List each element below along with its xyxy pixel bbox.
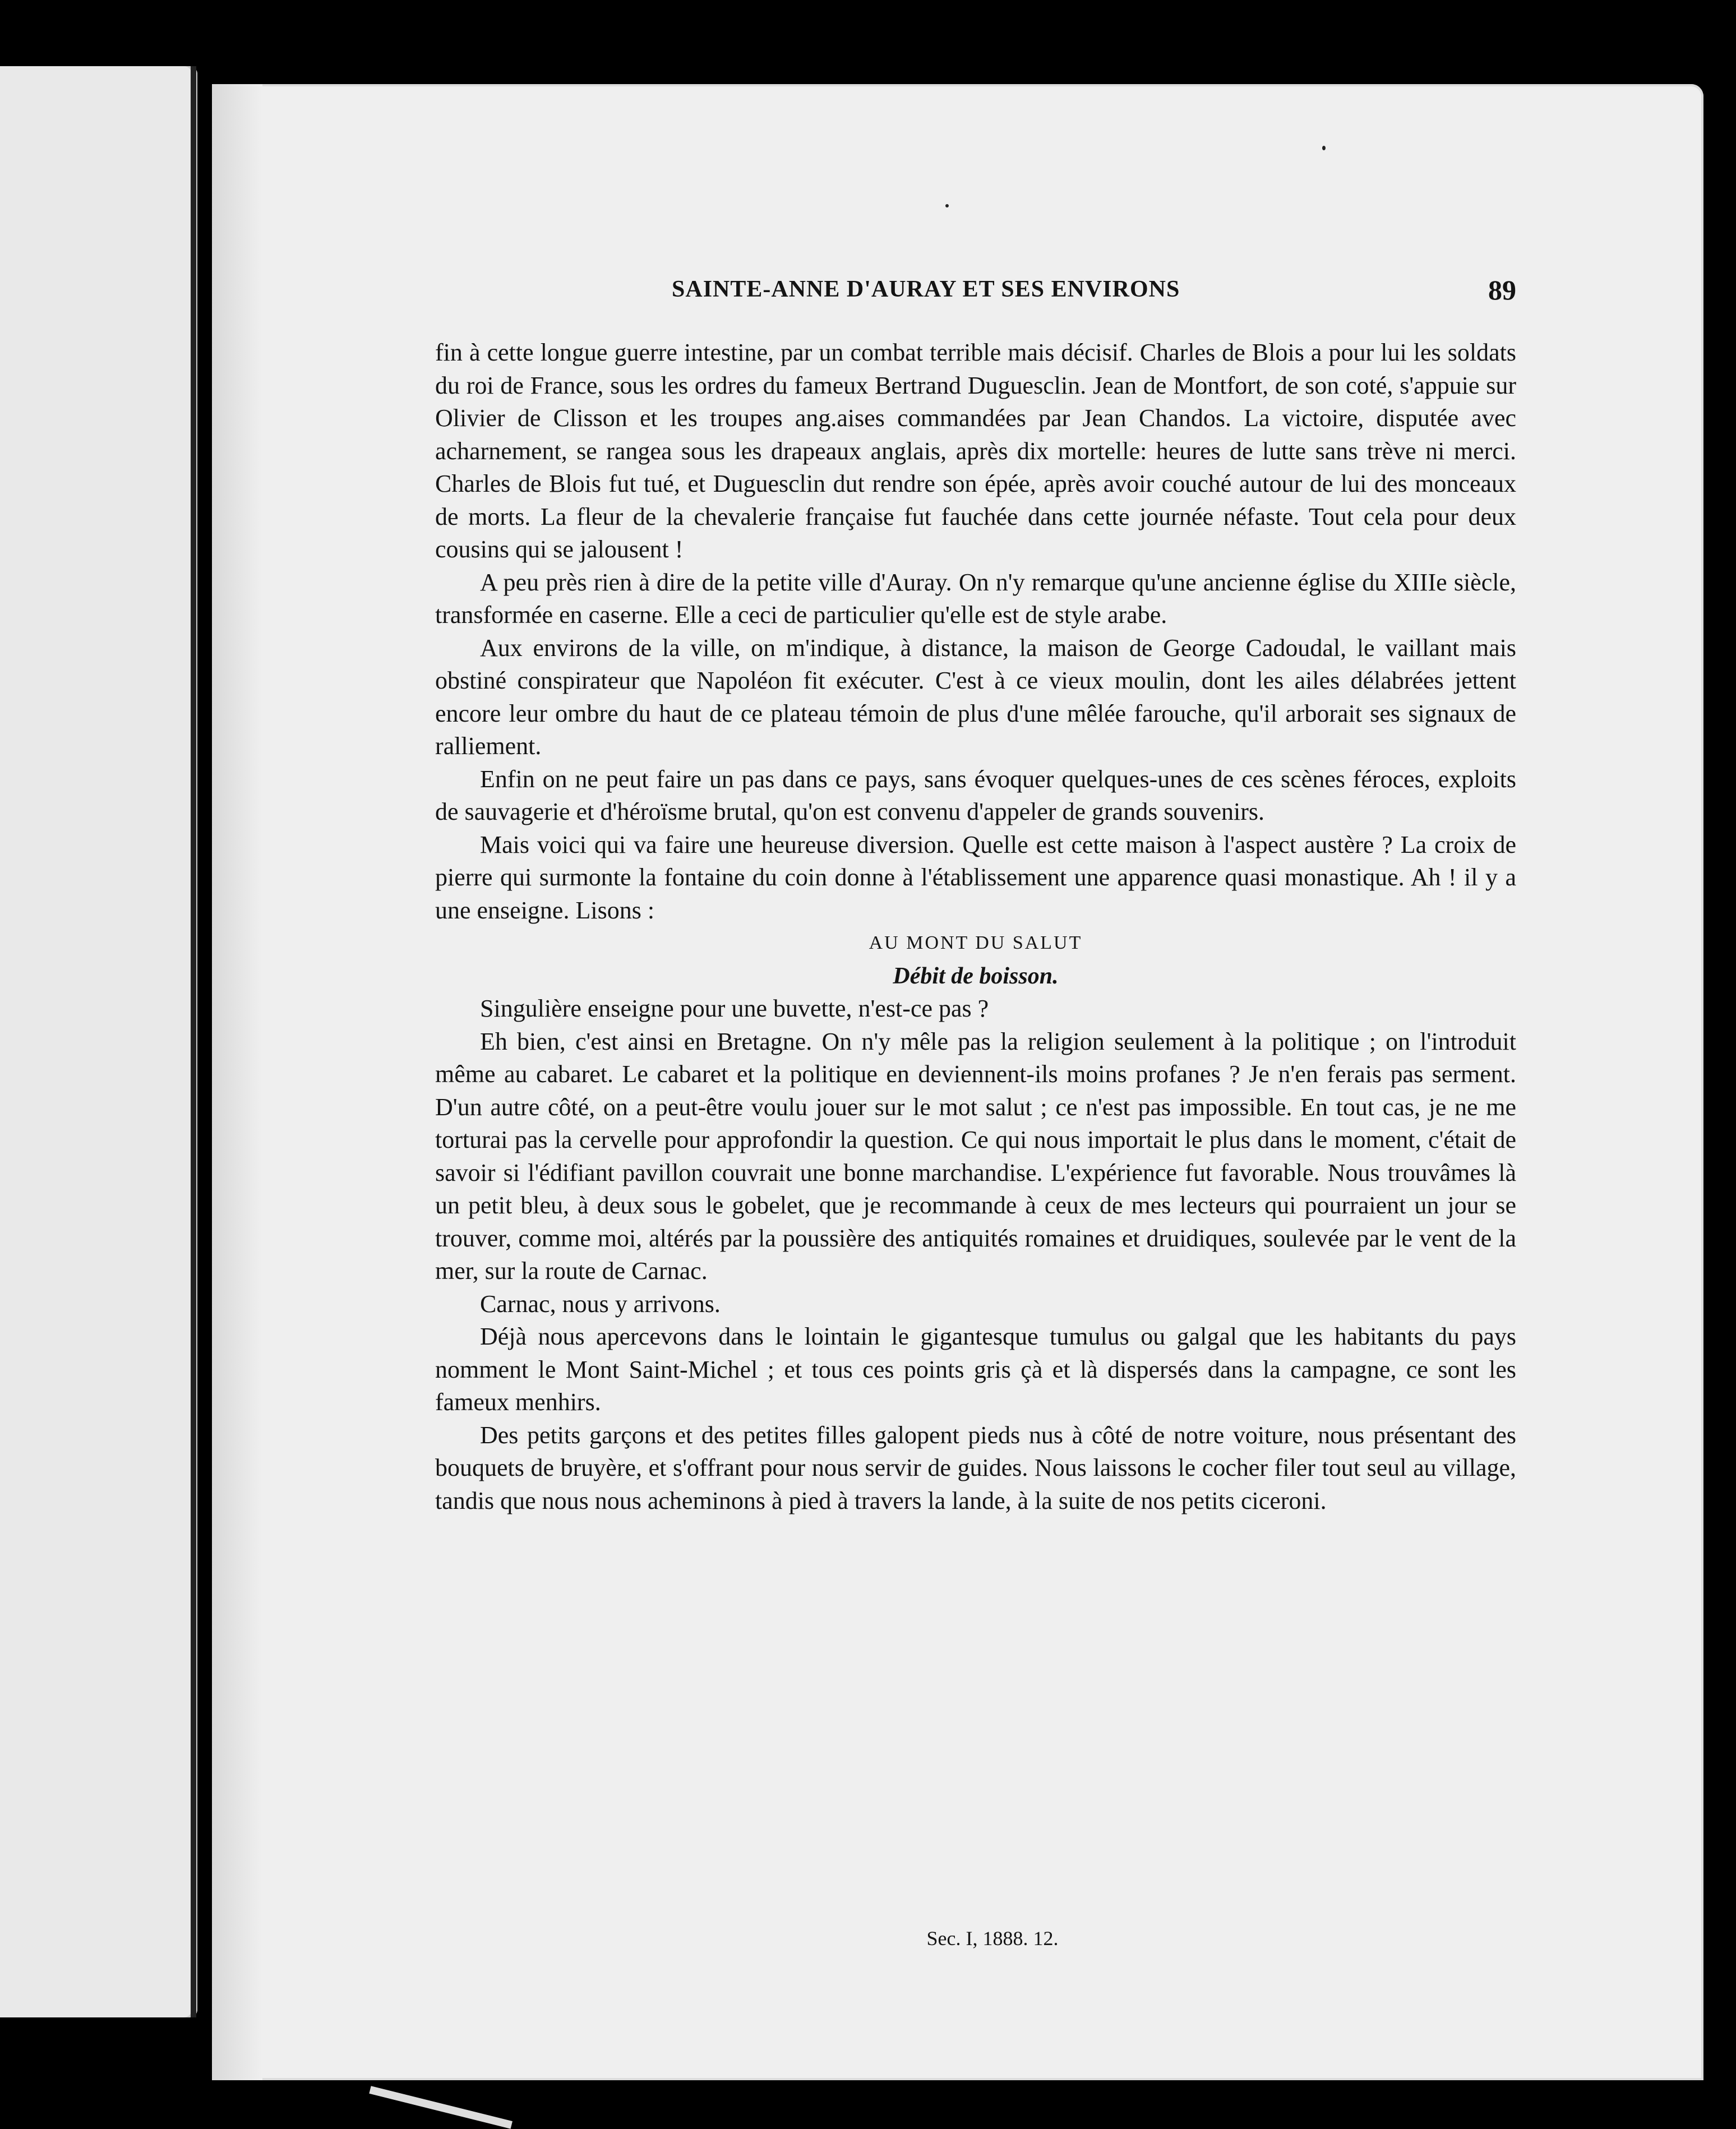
running-head bbox=[435, 276, 1516, 315]
book-page bbox=[212, 84, 1703, 2080]
paragraph: Mais voici qui va faire une heureuse diversion. Quelle est cette maison à l'aspect austère ? La croix de pierre qui surmonte la fontaine du coin donne à l'établissement une apparence quasi monastique. Ah ! il y a une enseigne. Lisons : bbox=[435, 830, 1516, 924]
paper-crease bbox=[369, 2086, 513, 2128]
page-number: 89 bbox=[1488, 274, 1516, 306]
page-gutter-shadow bbox=[212, 84, 262, 2080]
paragraph: A peu près rien à dire de la petite ville d'Auray. On n'y remarque qu'une ancienne église du XIIIe siècle, transformée en caserne. Elle a ceci de particulier qu'elle est de style arabe. bbox=[435, 568, 1516, 629]
paragraph: fin à cette longue guerre intestine, par un combat terrible mais décisif. Charles de Blois a pour lui les soldats du roi de France, sous les ordres du fameux Bertrand Duguesclin. Jean de Montfort, de son coté, s'appuie sur Olivier de Clisson et les troupes ang.aises commandées par Jean Chandos. La victoire, disputée avec acharnement, se rangea sous les drapeaux anglais, après dix mortelle: heures de lutte sans trève ni merci. Charles de Blois fut tué, et Duguesclin dut rendre son épée, après avoir couché autour de lui des monceaux de morts. La fleur de la chevalerie française fut fauchée dans cette journée néfaste. Tout cela pour deux cousins qui se jalousent ! bbox=[435, 339, 1516, 563]
paragraph: Déjà nous apercevons dans le lointain le gigantesque tumulus ou galgal que les habitants du pays nomment le Mont Saint-Michel ; et tous ces points gris çà et là dispersés dans la campagne, ce sont les fameux menhirs. bbox=[435, 1323, 1516, 1416]
paragraph: Carnac, nous y arrivons. bbox=[480, 1290, 721, 1318]
running-title: SAINTE-ANNE D'AURAY ET SES ENVIRONS bbox=[672, 276, 1180, 302]
signature-mark: Sec. I, 1888. 12. bbox=[926, 1927, 1059, 1950]
paragraph: Enfin on ne peut faire un pas dans ce pays, sans évoquer quelques-unes de ces scènes féroces, exploits de sauvagerie et d'héroïsme brutal, qu'on est convenu d'appeler de grands souvenirs. bbox=[435, 765, 1516, 825]
paragraph: Aux environs de la ville, on m'indique, à distance, la maison de George Cadoudal, le vaillant mais obstiné conspirateur que Napoléon fit exécuter. C'est à ce vieux moulin, dont les ailes délabrées jettent encore leur ombre du haut de ce plateau témoin de plus d'une mêlée farouche, qu'il arborait ses signaux de ralliement. bbox=[435, 634, 1516, 760]
ink-speck bbox=[1322, 146, 1326, 150]
paragraph: Des petits garçons et des petites filles galopent pieds nus à côté de notre voiture, nous présentant des bouquets de bruyère, et s'offrant pour nous servir de guides. Nous laissons le cocher filer tout seul au village, tandis que nous nous acheminons à pied à travers la lande, à la suite de nos petits ciceroni. bbox=[435, 1421, 1516, 1514]
body-text bbox=[435, 336, 1516, 1517]
paragraph: Singulière enseigne pour une buvette, n'est-ce pas ? bbox=[480, 995, 989, 1022]
page-binding-edge bbox=[191, 66, 196, 2017]
paragraph: Eh bien, c'est ainsi en Bretagne. On n'y mêle pas la religion seulement à la politique ; on l'introduit même au cabaret. Le cabaret et la politique en deviennent-ils moins profanes ? Je n'en ferais pas serment. D'un autre côté, on a peut-être voulu jouer sur le mot salut ; ce n'est pas impossible. En tout cas, je ne me torturai pas la cervelle pour approfondir la question. Ce qui nous importait le plus dans le moment, c'était de savoir si l'édifiant pavillon couvrait une bonne marchandise. L'expérience fut favorable. Nous trouvâmes là un petit bleu, à deux sous le gobelet, que je recommande à ceux de mes lecteurs qui pourraient un jour se trouver, comme moi, altérés par la poussière des antiquités romaines et druidiques, soulevée par le vent de la mer, sur la route de Carnac. bbox=[435, 1027, 1516, 1285]
sign-subtitle: Débit de boisson. bbox=[893, 963, 1059, 989]
ink-speck bbox=[945, 204, 949, 207]
sign-title: AU MONT DU SALUT bbox=[869, 932, 1083, 953]
facing-page-edge bbox=[0, 66, 197, 2017]
